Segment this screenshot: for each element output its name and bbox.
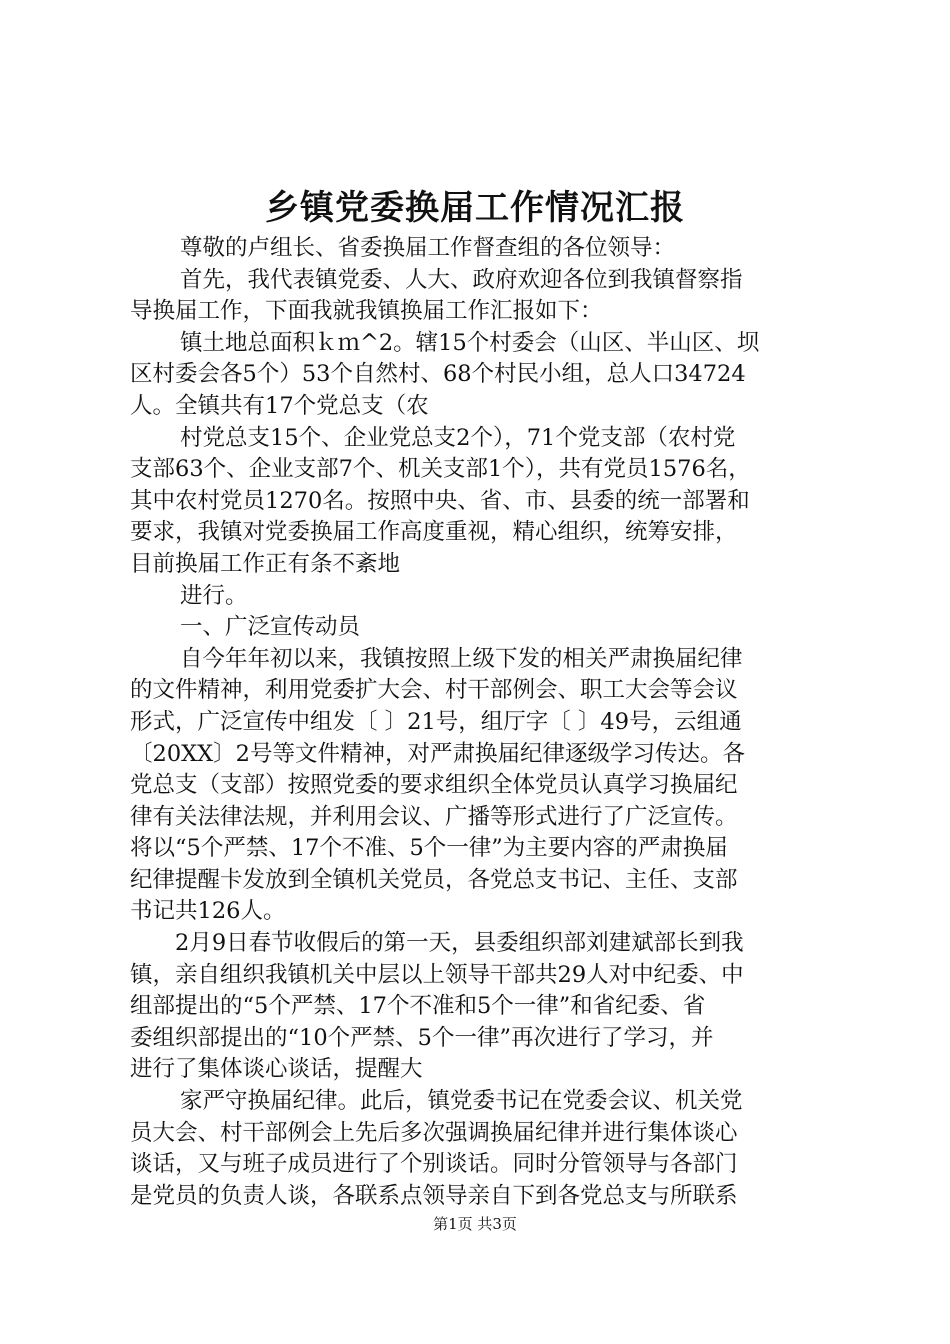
text-line: 律有关法律法规，并利用会议、广播等形式进行了广泛宣传。 (130, 803, 738, 830)
text-line: 自今年年初以来，我镇按照上级下发的相关严肃换届纪律 (180, 645, 743, 672)
text-line: 镇，亲自组织我镇机关中层以上领导干部共29人对中纪委、中 (130, 961, 744, 988)
text-line: 首先，我代表镇党委、人大、政府欢迎各位到我镇督察指 (180, 266, 743, 293)
text-line: 2月9日春节收假后的第一天，县委组织部刘建斌部长到我 (175, 930, 744, 957)
text-line: 〔20XX〕2号等文件精神，对严肃换届纪律逐级学习传达。各 (130, 740, 745, 767)
page-footer: 第1页 共3页 (433, 1215, 517, 1233)
text-line: 的文件精神，利用党委扩大会、村干部例会、职工大会等会议 (130, 677, 738, 704)
text-line: 镇土地总面积ｋｍ^2。辖15个村委会（山区、半山区、坝 (180, 329, 760, 356)
document-title: 乡镇党委换届工作情况汇报 (265, 188, 685, 228)
text-line: 尊敬的卢组长、省委换届工作督查组的各位领导： (180, 235, 676, 261)
text-line: 进行了集体谈心谈话，提醒大 (130, 1056, 423, 1083)
text-line: 委组织部提出的“10个严禁、5个一律”再次进行了学习，并 (130, 1024, 714, 1051)
text-line: 要求，我镇对党委换届工作高度重视，精心组织，统筹安排， (130, 519, 738, 546)
text-line: 纪律提醒卡发放到全镇机关党员，各党总支书记、主任、支部 (130, 866, 738, 893)
text-line: 组部提出的“5个严禁、17个不准和5个一律”和省纪委、省 (130, 993, 706, 1020)
text-line: 家严守换届纪律。此后，镇党委书记在党委会议、机关党 (180, 1088, 743, 1115)
text-line: 村党总支15个、企业党总支2个），71个党支部（农村党 (180, 424, 736, 451)
text-line: 形式，广泛宣传中组发〔 〕21号，组厅字〔 〕49号，云组通 (130, 708, 742, 735)
text-line: 其中农村党员1270名。按照中央、省、市、县委的统一部署和 (130, 487, 750, 514)
text-line: 谈话，又与班子成员进行了个别谈话。同时分管领导与各部门 (130, 1151, 738, 1178)
text-line: 书记共126人。 (130, 898, 286, 925)
text-line: 目前换届工作正有条不紊地 (130, 550, 401, 577)
text-line: 区村委会各5个）53个自然村、68个村民小组，总人口34724 (130, 361, 746, 388)
text-line: 员大会、村干部例会上先后多次强调换届纪律并进行集体谈心 (130, 1119, 738, 1146)
text-line: 导换届工作，下面我就我镇换届工作汇报如下： (130, 298, 603, 325)
text-line: 进行。 (180, 582, 248, 609)
text-line: 是党员的负责人谈，各联系点领导亲自下到各党总支与所联系 (130, 1182, 738, 1209)
text-line: 人。全镇共有17个党总支（农 (130, 392, 429, 419)
text-line: 党总支（支部）按照党委的要求组织全体党员认真学习换届纪 (130, 772, 738, 799)
text-line: 将以“5个严禁、17个不准、5个一律”为主要内容的严肃换届 (130, 835, 728, 862)
section-heading: 一、广泛宣传动员 (180, 614, 361, 641)
document-body (130, 233, 830, 1212)
text-line: 支部63个、企业支部7个、机关支部1个），共有党员1576名， (130, 456, 751, 483)
